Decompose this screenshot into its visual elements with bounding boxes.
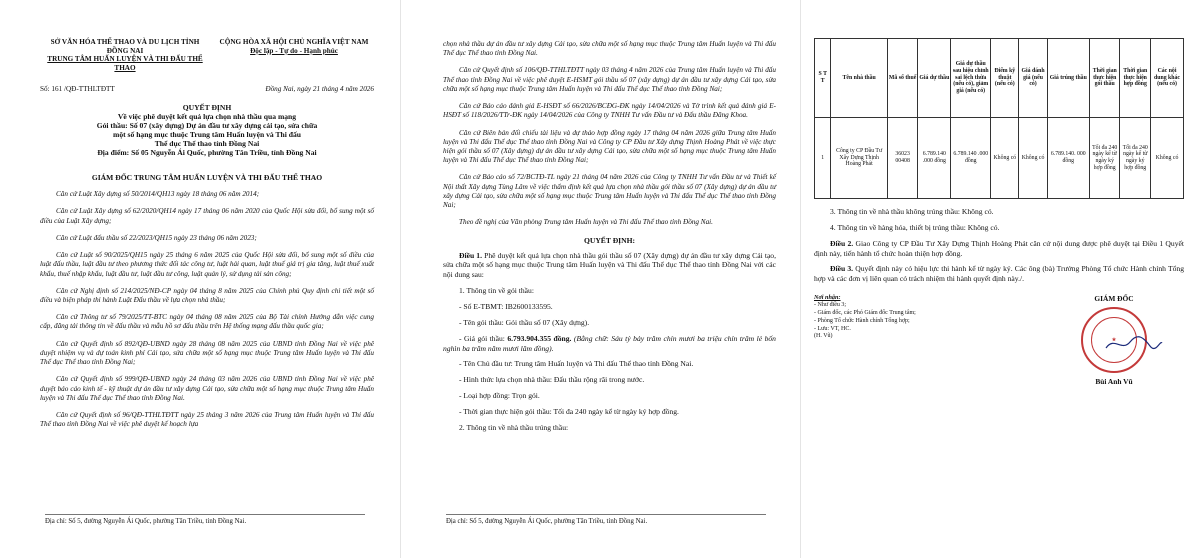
legal-basis-paragraph: Căn cứ Quyết định số 892/QĐ-UBND ngày 28 tháng 08 năm 2025 của UBND tỉnh Đồng Nai về việc phê duyệt nhiệm vụ và dự toán kinh phí Cải tạo, sửa chữa một số hạng mục thuộc Trung tâm Huấn luyện và Thi đấu Thể dục Thể thao tỉnh Đồng Nai; — [40, 339, 374, 367]
legal-basis-paragraph: Căn cứ Luật Xây dựng số 62/2020/QH14 ngày 17 tháng 06 năm 2020 của Quốc Hội sửa đổi, bổ sung một số điều của Luật Xây dựng; — [40, 207, 374, 225]
package-name: - Tên gói thầu: Gói thầu số 07 (Xây dựng). — [459, 317, 590, 327]
price-value: 6.793.904.355 đồng. — [507, 333, 572, 343]
section-1-heading: 1. Thông tin về gói thầu: — [459, 286, 534, 296]
recipient-item: - Như điều 3; — [814, 302, 847, 309]
column-header: Các nội dung khác (nếu có) — [1151, 39, 1184, 118]
article-2-label: Điều 2. — [830, 238, 854, 248]
footer-divider — [446, 514, 766, 515]
document-header — [40, 38, 374, 73]
recipient-item: - Lưu: VT, HC. — [814, 325, 851, 332]
document-number: Số: 161 /QĐ-TTHLTĐTT — [40, 84, 115, 93]
table-cell: Không có — [1151, 118, 1184, 199]
handwritten-signature — [1104, 334, 1164, 354]
table-cell: 1 — [815, 118, 831, 199]
legal-basis-paragraph: Căn cứ Biên bản đối chiếu tài liệu và dự thảo hợp đồng ngày 17 tháng 04 năm 2026 giữa Trung tâm Huấn luyện và Thi đấu Thể dục Thể thao tỉnh Đồng Nai và Công ty CP Đầu tư Xây dựng Thịnh Hoàng Phát về việc thực hiện gói thầu số 07 (Xây dựng) dự án đầu tư xây dựng Cải tạo, sửa chữa một số hạng mục thuộc Trung tâm Huấn luyện và Thi đấu Thể dục Thể thao tỉnh Đồng Nai; — [443, 128, 776, 165]
column-header: Giá đánh giá (nếu có) — [1019, 39, 1047, 118]
document-date: Đồng Nai, ngày 21 tháng 4 năm 2026 — [265, 84, 374, 93]
non-winning-bidder-info: 3. Thông tin về nhà thầu không trúng thầu: Không có. — [830, 207, 994, 216]
table-cell: Tối đa 240 ngày kể từ ngày ký hợp đồng — [1120, 118, 1151, 199]
authority-heading: GIÁM ĐỐC TRUNG TÂM HUẤN LUYỆN VÀ THI ĐẤU THỂ THAO — [91, 173, 323, 183]
legal-basis-paragraph: Theo đề nghị của Văn phòng Trung tâm Huấn luyện và Thi đấu Thể thao tỉnh Đồng Nai. — [459, 218, 713, 227]
legal-basis-paragraph: Căn cứ Báo cáo đánh giá E-HSĐT số 66/2026/BCĐG-ĐK ngày 14/04/2026 và Tờ trình kết quả đánh giá E-HSĐT số 118/2026/TTr-ĐK ngày 14/04/2026 của Công ty TNHH Tư vấn Đầu tư và Đấu thầu Đăng Khoa. — [443, 102, 776, 120]
decision-heading: QUYẾT ĐỊNH: — [583, 235, 636, 245]
title-line: Gói thầu: Số 07 (xây dựng) Dự án đầu tư xây dựng cải tạo, sửa chữa — [96, 120, 318, 130]
column-header: Thời gian thực hiện gói thầu — [1089, 39, 1120, 118]
column-header: Tên nhà thầu — [831, 39, 887, 118]
legal-basis-paragraph: Căn cứ Thông tư số 79/2025/TT-BTC ngày 04 tháng 08 năm 2025 của Bộ Tài chính Hướng dẫn việc cung cấp, đăng tải thông tin về đấu thầu và mẫu hồ sơ đấu thầu trên Hệ thống mạng đấu thầu quốc gia; — [40, 313, 374, 331]
winning-bidder-table — [814, 38, 1184, 199]
column-header: Giá dự thầu — [918, 39, 951, 118]
signer-title: GIÁM ĐỐC — [1094, 294, 1134, 304]
title-line: Về việc phê duyệt kết quả lựa chọn nhà thầu qua mạng — [117, 111, 297, 121]
execution-duration: - Thời gian thực hiện gói thầu: Tối đa 240 ngày kể từ ngày ký hợp đồng. — [459, 406, 679, 416]
recipient-item: - Phòng Tổ chức Hành chính Tổng hợp; — [814, 317, 910, 324]
document-title — [40, 103, 374, 158]
page-footer: Địa chỉ: Số 5, đường Nguyễn Ái Quốc, phường Tân Triều, tỉnh Đồng Nai. — [45, 518, 247, 525]
legal-basis-paragraph: Căn cứ Luật số 90/2025/QH15 ngày 25 tháng 6 năm 2025 của Quốc Hội sửa đổi, bổ sung một số điều của luật đấu thầu, luật đầu tư theo phương thức đối tác công tư, luật hải quan, luật thuế giá trị gia tăng, luật thuế xuất khẩu, thuế nhập khẩu, luật đầu tư, luật đầu tư công, luật quản lý, sử dụng tài sản công; — [40, 251, 374, 278]
selection-form: - Hình thức lựa chọn nhà thầu: Đấu thầu rộng rãi trong nước. — [459, 375, 645, 385]
legal-basis-paragraph: chọn nhà thầu dự án đầu tư xây dựng Cải tạo, sửa chữa một số hạng mục thuộc Trung tâm Huấn luyện và Thi đấu Thể dục Thể thao tỉnh Đồng Nai. — [443, 40, 776, 58]
table-row — [815, 118, 1184, 199]
column-header: Thời gian thực hiện hợp đồng — [1120, 39, 1151, 118]
article-3-label: Điều 3. — [830, 264, 854, 274]
table-cell: Không có — [991, 118, 1019, 199]
legal-basis-paragraph: Căn cứ Nghị định số 214/2025/NĐ-CP ngày 04 tháng 8 năm 2025 của Chính phủ Quy định chi tiết một số điều và biện pháp thi hành Luật Đấu thầu về lựa chọn nhà thầu; — [40, 286, 374, 304]
document-page-2 — [400, 0, 800, 558]
footer-divider — [45, 514, 365, 515]
article-1-text: Phê duyệt kết quả lựa chọn nhà thầu gói thầu số 07 (Xây dựng) dự án đầu tư xây dựng Cải tạo, sửa chữa một số hạng mục thuộc Trung tâm Huấn luyện và Thi đấu Thể dục Thể thao tỉnh Đồng Nai với các nội dung sau: — [443, 250, 777, 280]
org-name: TRUNG TÂM HUẤN LUYỆN VÀ THI ĐẤU THỂ THAO — [47, 55, 203, 72]
legal-basis-paragraph: Căn cứ Luật đấu thầu số 22/2023/QH15 ngày 23 tháng 06 năm 2023; — [56, 233, 257, 242]
column-header: Giá trúng thầu — [1047, 39, 1089, 118]
org-name-parent: SỞ VĂN HÓA THỂ THAO VÀ DU LỊCH TỈNH ĐỒNG NAI — [50, 38, 200, 55]
legal-basis-paragraph: Căn cứ Quyết định số 106/QĐ-TTHLTĐTT ngày 03 tháng 4 năm 2026 của Trung tâm Huấn luyện và Thi đấu Thể thao tỉnh Đồng Nai về việc phê duyệt E-HSMT gói thầu số 07 (xây dựng) dự án đầu tư xây dựng Cải tạo, sửa chữa một số hạng mục thuộc Trung tâm Huấn luyện và Thi đấu Thể dục Thể thao tỉnh Đồng Nai; — [443, 66, 776, 93]
table-cell: 6.789.140. 000 đồng — [1047, 118, 1089, 199]
recipients-list — [814, 294, 984, 386]
section-2-heading: 2. Thông tin về nhà thầu trúng thầu: — [459, 422, 569, 432]
table-cell: 6.789.140 .000 đồng — [951, 118, 991, 199]
table-cell: 6.789.140 .000 đồng — [918, 118, 951, 199]
table-cell: Công ty CP Đầu Tư Xây Dựng Thịnh Hoàng Phát — [831, 118, 887, 199]
recipient-item: (H. Vũ) — [814, 333, 833, 340]
legal-basis-paragraph: Căn cứ Báo cáo số 72/BCTĐ-TL ngày 21 tháng 04 năm 2026 của Công ty TNHH Tư vấn Đầu tư và Thiết kế Nội thất Xây dựng Tùng Lâm về việc thẩm định kết quả lựa chọn nhà thầu gói thầu số 07 (Xây dựng) dự án đầu tư xây dựng Cải tạo, sửa chữa một số hạng mục thuộc Trung tâm Huấn luyện và Thi đấu Thể dục Thể thao tỉnh Đồng Nai; — [443, 173, 776, 210]
table-cell: 36023 00408 — [887, 118, 918, 199]
article-2-text: Giao Công ty CP Đầu Tư Xây Dựng Thịnh Hoàng Phát căn cứ nội dung được phê duyệt tại Điều 1 Quyết định này, tiến hành tổ chức hoàn thiện hợp đồng. — [814, 238, 1184, 258]
article-1-label: Điều 1. — [459, 250, 482, 260]
national-motto: Độc lập - Tự do - Hạnh phúc — [250, 46, 338, 55]
signature-block — [814, 294, 1184, 386]
title-line: QUYẾT ĐỊNH — [182, 102, 232, 112]
table-cell: Tối đa 240 ngày kể từ ngày ký hợp đồng — [1089, 118, 1120, 199]
title-line: Địa điểm: Số 05 Nguyễn Ái Quốc, phường Tân Triều, tỉnh Đồng Nai — [97, 148, 317, 158]
title-line: Thể dục Thể thao tỉnh Đồng Nai — [154, 139, 260, 148]
title-line: một số hạng mục thuộc Trung tâm Huấn luyện và Thi đấu — [113, 129, 301, 139]
table-header-row — [815, 39, 1184, 118]
investor-name: - Tên Chủ đầu tư: Trung tâm Huấn luyện và Thi đấu Thể thao tỉnh Đồng Nai. — [459, 359, 694, 369]
document-page-3 — [800, 0, 1200, 558]
signer — [1044, 294, 1184, 386]
goods-info: 4. Thông tin về hàng hóa, thiết bị trúng thầu: Không có. — [830, 222, 1000, 232]
price-in-words: (Bằng chữ: Sáu tỷ bảy trăm chín mươi ba triệu chín trăm lẻ bốn nghìn ba trăm năm mươi lăm đồng). — [443, 333, 776, 353]
legal-basis-paragraph: Căn cứ Quyết định số 999/QĐ-UBND ngày 24 tháng 03 năm 2026 của UBND tỉnh Đồng Nai về việc phê duyệt báo cáo kinh tế - kỹ thuật dự án đầu tư xây dựng Cải tạo, sửa chữa một số hạng mục thuộc Trung tâm Huấn luyện và Thi đấu Thể dục Thể thao tỉnh Đồng Nai. — [40, 375, 374, 402]
national-title: CỘNG HÒA XÃ HỘI CHỦ NGHĨA VIỆT NAM — [219, 38, 369, 46]
column-header: Giá dự thầu sau hiệu chỉnh sai lệch thừa (nếu có), giảm giá (nếu có) — [951, 39, 991, 118]
document-page-1 — [0, 0, 400, 558]
legal-basis-paragraph: Căn cứ Quyết định số 96/QĐ-TTHLTĐTT ngày 25 tháng 3 năm 2026 của Trung tâm Huấn luyện và Thi đấu Thể thao tỉnh Đồng Nai về việc phê duyệt kế hoạch lựa — [40, 410, 374, 429]
tender-notice-number: - Số E-TBMT: IB2600133595. — [459, 301, 553, 311]
column-header: Mã số thuế — [887, 39, 918, 118]
legal-basis-paragraph: Căn cứ Luật Xây dựng số 50/2014/QH13 ngày 18 tháng 06 năm 2014; — [56, 190, 260, 199]
page-footer: Địa chỉ: Số 5, đường Nguyễn Ái Quốc, phường Tân Triều, tỉnh Đồng Nai. — [446, 518, 648, 525]
contract-type: - Loại hợp đồng: Trọn gói. — [459, 391, 540, 401]
stamp-inner-ring: ★ — [1091, 317, 1137, 363]
column-header: Điểm kỹ thuật (nếu có) — [991, 39, 1019, 118]
table-cell: Không có — [1019, 118, 1047, 199]
recipients-heading: Nơi nhận: — [814, 294, 841, 302]
column-header: S T T — [815, 39, 831, 118]
recipient-item: - Giám đốc, các Phó Giám đốc Trung tâm; — [814, 310, 916, 317]
price-label: - Giá gói thầu: — [459, 333, 508, 343]
article-3-text: Quyết định này có hiệu lực thi hành kể từ ngày ký. Các ông (bà) Trưởng Phòng Tổ chức Hành chính Tổng hợp và các đơn vị liên quan có trách nhiệm thi hành quyết định này./. — [814, 264, 1184, 284]
signer-name: Bùi Anh Vũ — [1095, 377, 1133, 387]
